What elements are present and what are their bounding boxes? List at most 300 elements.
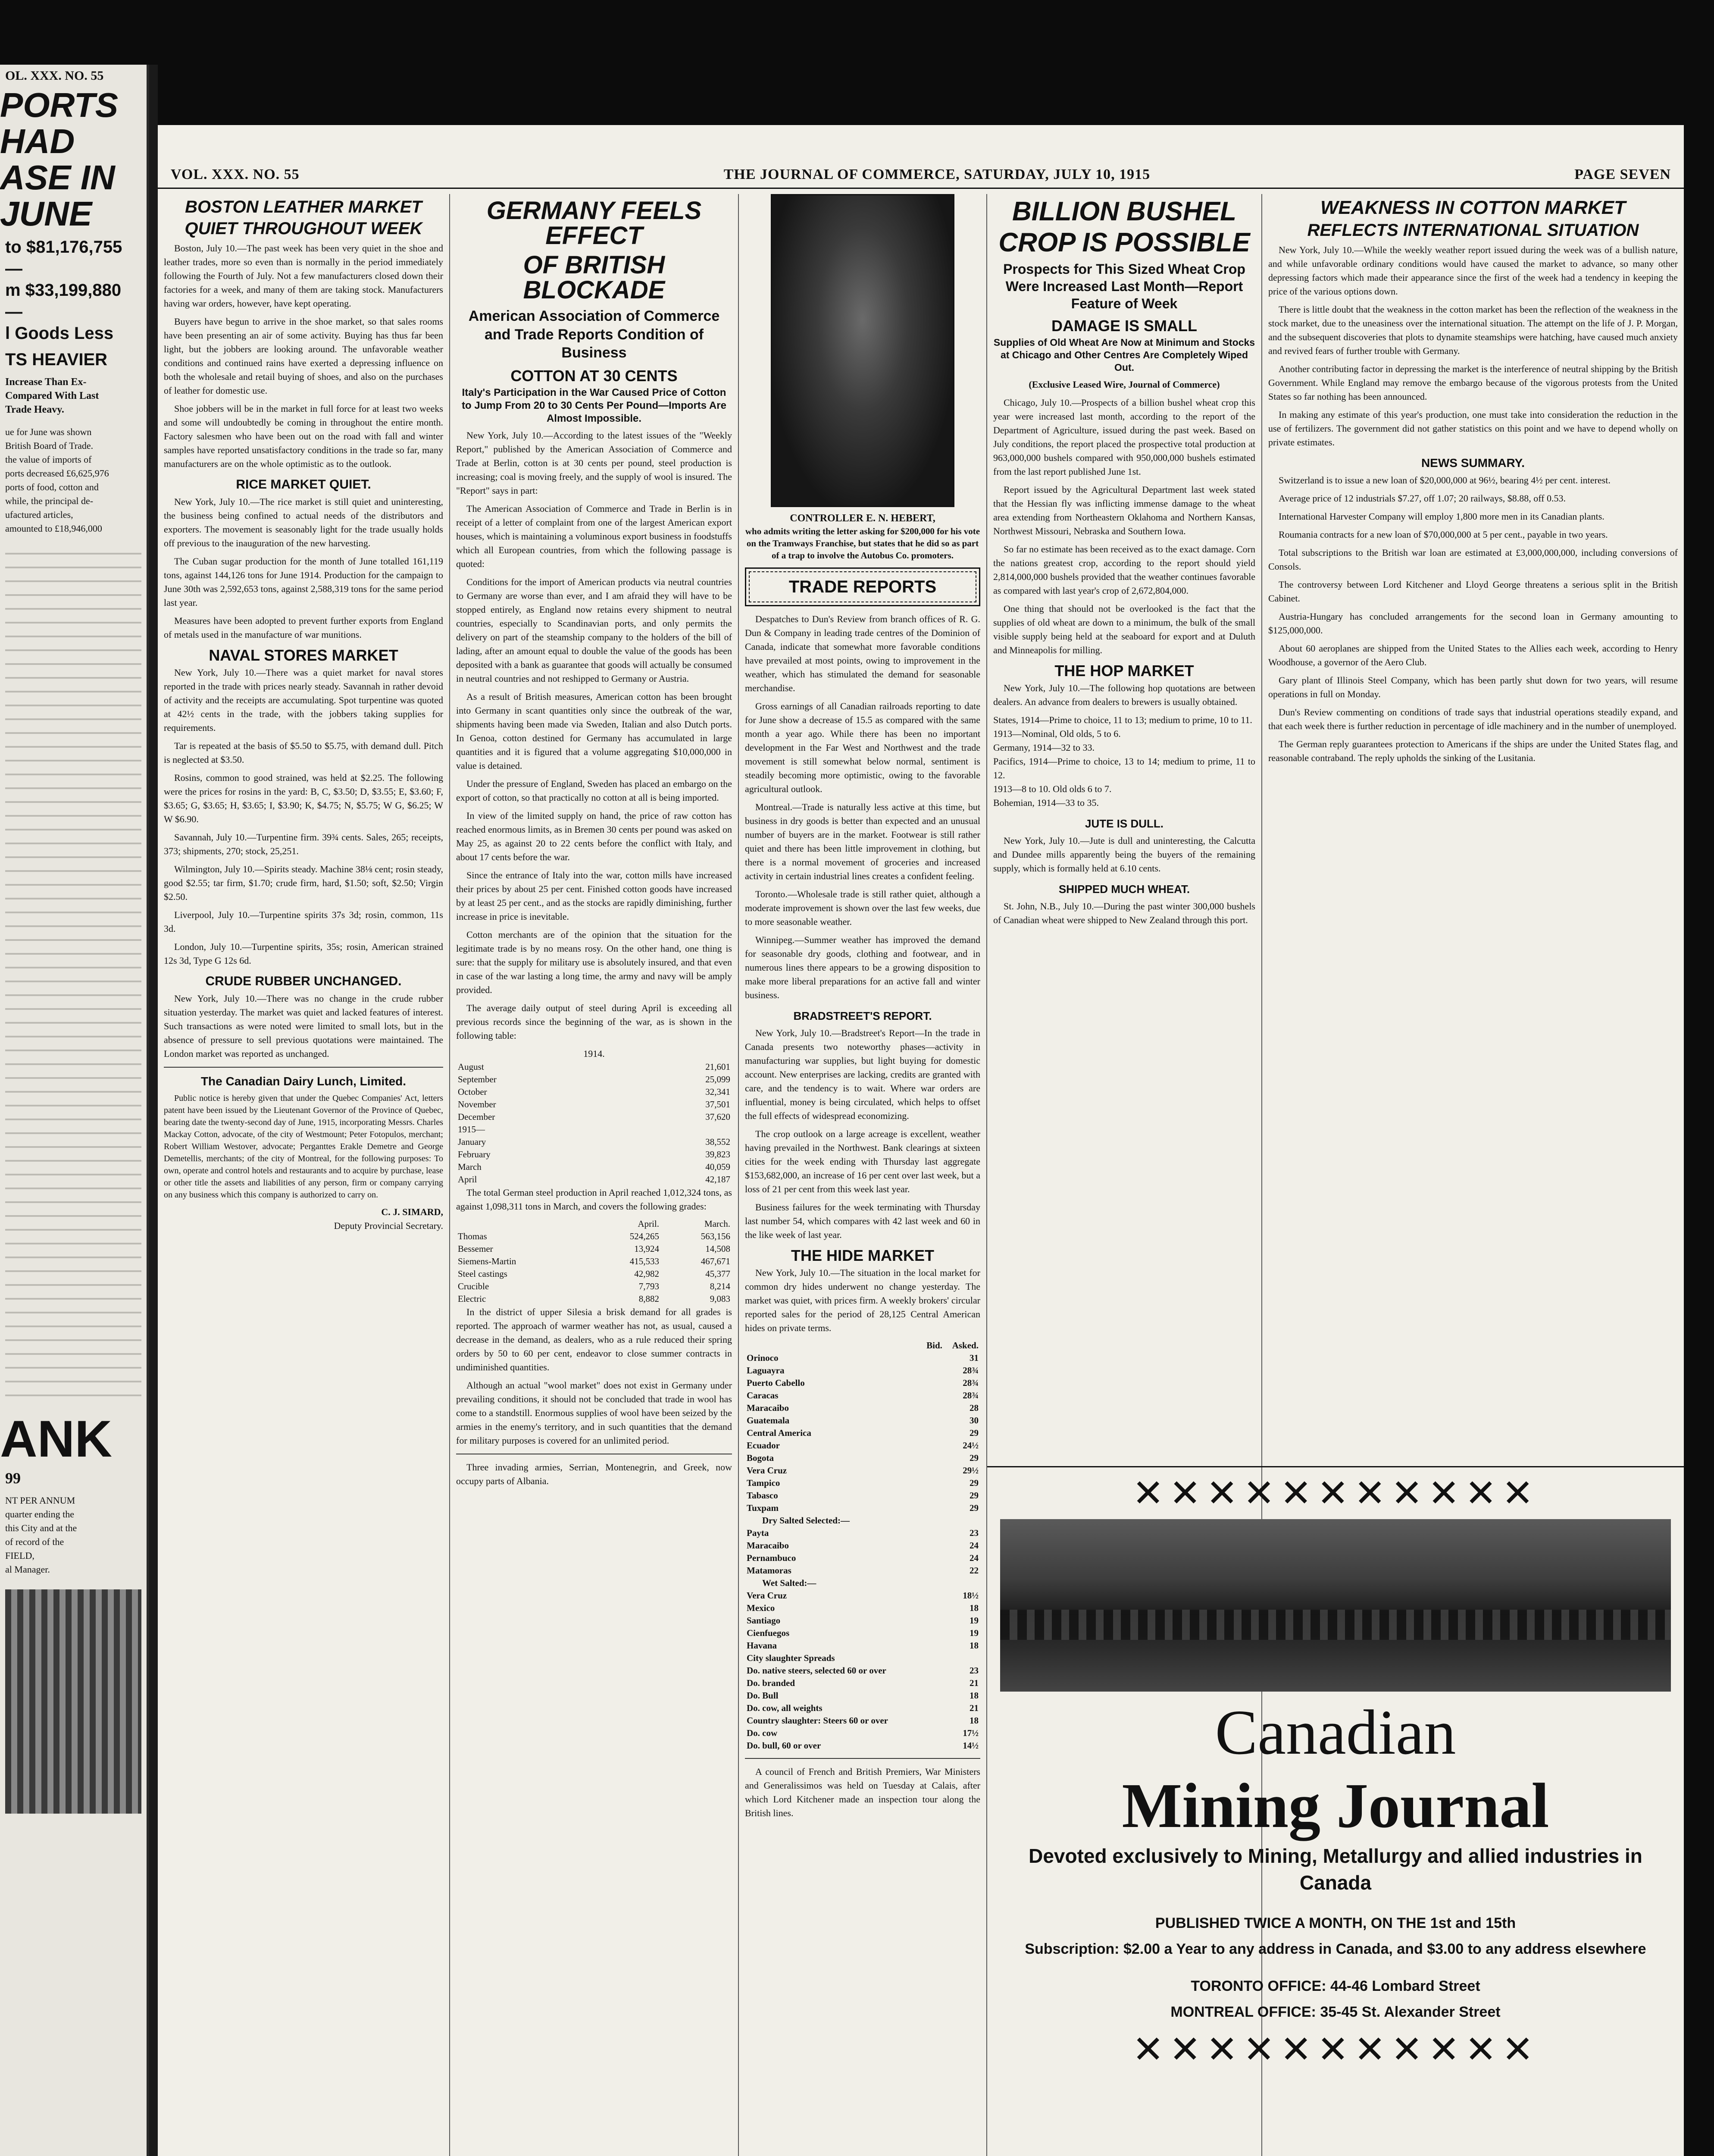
left-headline-1: PORTS HAD (0, 86, 119, 160)
masthead-rule (158, 188, 1684, 189)
notice-signature-title: Deputy Provincial Secretary. (334, 1220, 443, 1231)
table-cell: 24 (970, 1540, 979, 1551)
table-cell: 29 (970, 1428, 979, 1438)
table-row (745, 1552, 980, 1564)
hop-quote: Bohemian, 1914—33 to 35. (993, 797, 1099, 808)
divider (164, 1067, 443, 1068)
table-row (745, 1602, 980, 1614)
hide-paragraph: New York, July 10.—The situation in the local market for common dry hides underwent no change yesterday. The market was quiet, with prices firm. A weekly brokers' circular reported sales for the period of 28,125 Central American hides on private terms. (745, 1267, 980, 1333)
table-cell: 467,671 (701, 1256, 730, 1266)
ad-subscription: Subscription: $2.00 a Year to any address in Canada, and $3.00 to any address elsewhere (1025, 1941, 1646, 1957)
hop-quote: 1913—8 to 10. Old olds 6 to 7. (993, 783, 1112, 795)
sugar-paragraph: The Cuban sugar production for the month of June totalled 161,119 tons, against 144,126 tons for June 1914. Production for the campaign to June 30th was 2,592,653 tons, against 2,588,319 tons for the same period last year. (164, 556, 443, 608)
trade-reports-headline: TRADE REPORTS (749, 571, 976, 602)
news-item: Total subscriptions to the British war loan are estimated at £3,000,000,000, including conversions of Consols. (1268, 547, 1678, 572)
table-cell: Vera Cruz (747, 1590, 787, 1601)
left-sub-2: m $33,199,880 — (5, 281, 122, 321)
hop-quote: Pacifics, 1914—Prime to choice, 13 to 14; medium to prime, 11 to 12. (993, 756, 1255, 781)
naval-paragraph: Wilmington, July 10.—Spirits steady. Machine 38⅛ cent; rosin steady, good $2.55; tar firm, $1.70; crude firm, hard, $1.50; soft, $2.50; Virgin $2.50. (164, 864, 443, 902)
table-cell: 8,882 (638, 1293, 660, 1304)
cotton-subhead: COTTON AT 30 CENTS (510, 367, 678, 385)
leather-paragraph: Boston, July 10.—The past week has been very quiet in the shoe and leather trades, more so even than is normally in the period immediately following the Fourth of July. Not a few manufacturers closed down their factories for a week, and many of them are taking stock. Manufacturers having war orders, however, have kept operating. (164, 243, 443, 309)
table-cell: 45,377 (705, 1268, 730, 1279)
table-cell (921, 1689, 944, 1702)
table-header (745, 1339, 921, 1352)
table-cell (921, 1602, 944, 1614)
table-cell: Do. cow, all weights (747, 1703, 823, 1713)
table-cell: Pernambuco (747, 1553, 796, 1563)
table-cell: 17½ (963, 1728, 979, 1738)
photo-caption-name: CONTROLLER E. N. HEBERT, (790, 513, 935, 524)
table-row (745, 1739, 980, 1752)
table-cell: Steel castings (458, 1268, 507, 1279)
wheat-shipment-paragraph: St. John, N.B., July 10.—During the past winter 300,000 bushels of Canadian wheat were shipped to New Zealand through this port. (993, 901, 1255, 926)
table-cell: Maracaibo (747, 1403, 789, 1413)
left-sub2: TS HEAVIER (5, 350, 108, 369)
table-cell: 14½ (963, 1740, 979, 1751)
wheat-headline-1: BILLION BUSHEL (1012, 197, 1237, 226)
page-number: PAGE SEVEN (1574, 166, 1671, 182)
rice-headline: RICE MARKET QUIET. (236, 477, 371, 492)
table-cell: Siemens-Martin (458, 1256, 516, 1266)
table-cell (921, 1527, 944, 1539)
table-cell: Mexico (747, 1603, 775, 1613)
table-row (745, 1727, 980, 1739)
steel-table-year: 1914. (583, 1048, 605, 1059)
table-cell: 8,214 (710, 1281, 730, 1291)
table-cell: 25,099 (705, 1074, 730, 1084)
article-paragraph: In the district of upper Silesia a brisk demand for all grades is reported. The approach of warmer weather has not, as usual, caused a decrease in the demand, as dealers, who as a rule reduced their spring orders by 50 to 60 per cent, endeavor to close summer contracts in undiminished quantities. (456, 1306, 732, 1373)
table-cell (921, 1552, 944, 1564)
table-row (456, 1243, 732, 1255)
left-line: ufactured articles, (5, 509, 73, 520)
table-row (745, 1414, 980, 1427)
table-row (456, 1098, 732, 1111)
table-cell: 13,924 (634, 1243, 660, 1254)
table-section-row (745, 1514, 980, 1527)
table-cell: 32,341 (705, 1086, 730, 1097)
table-cell: Crucible (458, 1281, 489, 1291)
ornament-row-top: ✕✕✕✕✕✕✕✕✕✕✕ (1132, 1471, 1539, 1515)
table-cell: 37,620 (705, 1111, 730, 1122)
column-2 (450, 194, 738, 2156)
left-page-fragment (0, 65, 149, 2156)
hide-market-headline: THE HIDE MARKET (791, 1247, 934, 1264)
table-row (745, 1614, 980, 1627)
table-cell (921, 1377, 944, 1389)
jute-headline: JUTE IS DULL. (1085, 817, 1164, 830)
table-cell (921, 1489, 944, 1502)
table-cell: Cienfuegos (747, 1628, 790, 1638)
table-cell: 23 (970, 1665, 979, 1676)
table-header: March. (704, 1218, 730, 1229)
table-cell (921, 1714, 944, 1727)
table-row (745, 1689, 980, 1702)
left-bottom-line: quarter ending the (5, 1509, 75, 1520)
left-bottom-headline: ANK (0, 1410, 112, 1468)
table-row (456, 1073, 732, 1086)
table-cell: 42,982 (634, 1268, 660, 1279)
left-building-engraving (5, 1589, 141, 1814)
rubber-headline: CRUDE RUBBER UNCHANGED. (205, 974, 402, 988)
cotton-paragraph: There is little doubt that the weakness in the cotton market has been the reflection of the weakness in the stock market, due to the uneasiness over the international situation. The attempt on the life of J. P. Morgan, and the subsequent discoveries that plots to dynamite steamships were hatching, have caused much anxiety and revived fears of further trouble with Germany. (1268, 304, 1678, 356)
table-cell: 24 (970, 1553, 979, 1563)
table-row (745, 1639, 980, 1652)
table-row (456, 1061, 732, 1073)
table-cell: Bessemer (458, 1243, 493, 1254)
table-cell (921, 1439, 944, 1452)
trade-reports-box (745, 567, 980, 606)
table-cell: 29 (970, 1503, 979, 1513)
germany-deck: American Association of Commerce and Trade Reports Condition of Business (468, 308, 720, 361)
table-cell: Do. bull, 60 or over (747, 1740, 821, 1751)
damage-subdeck: Supplies of Old Wheat Are Now at Minimum and Stocks at Chicago and Other Centres Are Completely Wiped Out. (993, 337, 1255, 373)
table-cell: 31 (970, 1353, 979, 1363)
left-sub3-3: Trade Heavy. (5, 404, 64, 415)
table-row (745, 1527, 980, 1539)
ad-montreal-office: MONTREAL OFFICE: 35-45 St. Alexander Street (1170, 2004, 1501, 2020)
table-cell: 39,823 (705, 1149, 730, 1159)
wheat-paragraph: One thing that should not be overlooked is the fact that the supplies of old wheat are down to a minimum, the bulk of the small visible supply being held at the seaboard for export and at Duluth and Minneapolis for milling. (993, 603, 1255, 656)
metals-paragraph: Measures have been adopted to prevent further exports from England of metals used in the manufacture of war munitions. (164, 615, 443, 640)
left-sub-3: l Goods Less (5, 324, 114, 343)
table-cell: Central America (747, 1428, 811, 1438)
trade-paragraph: Toronto.—Wholesale trade is still rather quiet, although a moderate improvement is shown over the last few weeks, due to more seasonable weather. (745, 889, 980, 927)
table-row (745, 1452, 980, 1464)
table-cell: 29 (970, 1453, 979, 1463)
wheat-paragraph: Report issued by the Agricultural Department last week stated that the Hessian fly was inflicting immense damage to the wheat area extending from Northeastern Oklahoma and Northern Kansas, Northwest Missouri, Nebraska and Southern Iowa. (993, 484, 1255, 537)
left-line: amounted to £18,946,000 (5, 523, 102, 534)
left-line: while, the principal de- (5, 495, 94, 506)
article-paragraph: Although an actual "wool market" does not exist in Germany under prevailing conditions, it should not be concluded that trade in wool has come to a standstill. Enormous supplies of wool have been seized by the armies in the enemy's territory, and in such quantities that the demand for military purposes is covered for an unlimited period. (456, 1379, 732, 1446)
article-paragraph: Cotton merchants are of the opinion that the situation for the legitimate trade is by no means rosy. On the other hand, one thing is sure: that the supply for military use is absolutely insured, and that even in case of the war lasting a long time, the army and navy will be amply provided. (456, 929, 732, 995)
rice-paragraph: New York, July 10.—The rice market is still quiet and uninteresting, the business being confined to actual needs of the distributors and exporters. The movement is seasonably light for the trade usually holds off previous to the inauguration of the new harvesting. (164, 496, 443, 548)
table-row (745, 1564, 980, 1577)
leather-paragraph: Buyers have begun to arrive in the shoe market, so that sales rooms have been presenting an air of some activity. Buying has thus far been light, but the jobbers are looking around. The unfavorable weather conditions and continued rains have exerted a depressing influence on both the wholesale and retail buying of shoes, and also on the purchases of leather for domestic use. (164, 316, 443, 396)
ad-title-2: Mining Journal (1122, 1771, 1549, 1841)
table-cell: 28¾ (963, 1365, 979, 1376)
naval-paragraph: New York, July 10.—There was a quiet market for naval stores reported in the trade with prices nearly steady. Savannah in rather devoid of activity and the receipts are accumulating. Spot turpentine was quoted at 42½ cents in the trade, with the jobbers taking supplies for requirements. (164, 667, 443, 733)
article-paragraph: The American Association of Commerce and Trade in Berlin is in receipt of a letter of complaint from one of the largest American export houses, which is maintaining a voluminous export business in foodstuffs which all European countries, from which the following passage is quoted: (456, 503, 732, 569)
table-cell: Do. native steers, selected 60 or over (747, 1665, 886, 1676)
notice-signature: C. J. SIMARD, (381, 1206, 443, 1217)
table-row (745, 1627, 980, 1639)
table-cell: Tampico (747, 1478, 780, 1488)
table-row (745, 1402, 980, 1414)
wire-credit: (Exclusive Leased Wire, Journal of Commerce) (1029, 379, 1220, 390)
table-cell: March (458, 1161, 482, 1172)
naval-stores-headline: NAVAL STORES MARKET (209, 646, 398, 664)
table-cell: Laguayra (747, 1365, 785, 1376)
table-cell: 42,187 (705, 1174, 730, 1185)
table-cell (921, 1539, 944, 1552)
table-cell: Orinoco (747, 1353, 779, 1363)
table-cell: 415,533 (629, 1256, 660, 1266)
table-cell: 18 (970, 1640, 979, 1651)
table-cell: Caracas (747, 1390, 779, 1401)
table-cell (921, 1464, 944, 1477)
newspaper-page (158, 125, 1684, 2156)
table-row (745, 1702, 980, 1714)
page-gutter (149, 65, 158, 2156)
table-cell: 18½ (963, 1590, 979, 1601)
dairy-lunch-headline: The Canadian Dairy Lunch, Limited. (200, 1075, 407, 1088)
cotton-paragraph: Another contributing factor in depressing the market is the interference of neutral shipping by the British Government. While England may remove the embargo because of the vigorous protests from the United States so far nothing has been announced. (1268, 364, 1678, 402)
table-header (456, 1218, 590, 1230)
table-cell: 21,601 (705, 1061, 730, 1072)
table-section-label: Wet Salted:— (762, 1578, 816, 1588)
table-cell (921, 1627, 944, 1639)
news-item: Dun's Review commenting on conditions of trade says that industrial operations steadily expand, and that each week there is further reduction in percentage of idle machinery and in the number of unemployed. (1268, 707, 1678, 731)
table-cell (921, 1614, 944, 1627)
news-item: Average price of 12 industrials $7.27, off 1.07; 20 railways, $8.88, off 0.53. (1279, 493, 1566, 504)
article-paragraph: The total German steel production in April reached 1,012,324 tons, as against 1,098,311 tons in March, and covers the following grades: (456, 1187, 732, 1212)
wheat-paragraph: Chicago, July 10.—Prospects of a billion bushel wheat crop this year were increased last month, according to the report of the Department of Agriculture, issued during the past week. Based on July conditions, the report placed the prospective total production at 963,000,000 bushels compared with 950,000,000 bushels estimated from the last report published June 1st. (993, 397, 1255, 477)
wheat-paragraph: So far no estimate has been received as to the exact damage. Corn the nations greatest crop, according to the report should yield 2,814,000,000 bushels provided that the weather continues favorable as compared with last year's crop of 2,672,804,000. (993, 544, 1255, 596)
divider (745, 1758, 980, 1759)
naval-paragraph: London, July 10.—Turpentine spirits, 35s; rosin, American strained 12s 3d, Type G 12s 6d. (164, 941, 443, 966)
leather-headline-2: QUIET THROUGHOUT WEEK (185, 219, 422, 238)
table-row (456, 1293, 732, 1305)
table-cell: 19 (970, 1615, 979, 1626)
bradstreet-paragraph: The crop outlook on a large acreage is excellent, weather having prevailed in the Northwest. Bank clearings at sixteen cities for the week ending with Thursday last aggregate $153,682,000, an increase of 16 per cent over last week, but a loss of 21 per cent from this week last year. (745, 1128, 980, 1194)
table-cell (921, 1727, 944, 1739)
table-cell: Do. cow (747, 1728, 778, 1738)
table-cell: Tabasco (747, 1490, 778, 1501)
article-paragraph: Conditions for the import of American products via neutral countries to Germany are worse than ever, and I am afraid they will have to be stopped entirely, as England now retains every shipment to neutral countries, especially to Scandinavian ports, and only permits the delivery on part of the steamship company to the holders of the bill of lading, after an amount equal to double the value of the goods has been deposited with a bank as guarantee that goods will actually be consumed in neutral countries and not reshipped to Germany or Austria. (456, 576, 732, 684)
ad-tagline: Devoted exclusively to Mining, Metallurgy and allied industries in Canada (1029, 1845, 1642, 1894)
table-row (456, 1268, 732, 1280)
steel-grades-table (456, 1218, 732, 1305)
table-row (745, 1539, 980, 1552)
table-cell: Do. Bull (747, 1690, 779, 1701)
column-3 (739, 194, 986, 2156)
newspaper-title: THE JOURNAL OF COMMERCE, SATURDAY, JULY 10, 1915 (723, 166, 1151, 182)
article-paragraph: Under the pressure of England, Sweden has placed an embargo on the export of cotton, so that practically no cotton at all is being imported. (456, 778, 732, 803)
damage-subhead: DAMAGE IS SMALL (1051, 317, 1197, 335)
naval-paragraph: Savannah, July 10.—Turpentine firm. 39¾ cents. Sales, 265; receipts, 373; shipments, 270; stock, 25,251. (164, 832, 443, 856)
table-cell: Bogota (747, 1453, 774, 1463)
leather-paragraph: Shoe jobbers will be in the market in full force for at least two weeks and some will undoubtedly be coming in throughout the entire month. Factory salesmen who have been out on the road with fall and winter samples have reported unsatisfactory conditions in the trade so far, many manufacturers are on the whole optimistic as to the outlook. (164, 403, 443, 469)
news-item: The controversy between Lord Kitchener and Lloyd George threatens a serious split in the British Cabinet. (1268, 579, 1678, 604)
hop-quote: Germany, 1914—32 to 33. (993, 742, 1095, 753)
table-cell: 29 (970, 1478, 979, 1488)
table-cell: Ecuador (747, 1440, 780, 1451)
left-bottom-line: of record of the (5, 1536, 64, 1547)
hop-quote: States, 1914—Prime to choice, 11 to 13; medium to prime, 10 to 11. (993, 714, 1252, 726)
table-row (745, 1677, 980, 1689)
table-cell (921, 1414, 944, 1427)
ad-title-1: Canadian (1215, 1697, 1456, 1768)
dairy-lunch-notice: Public notice is hereby given that under the Quebec Companies' Act, letters patent have been issued by the Lieutenant Governor of the Province of Quebec, bearing date the twenty-second day of June, 1915, incorporating Messrs. Charles Mackay Cotton, advocate, of the city of Westmount; Peter Fotopulos, merchant; Robert William Westover, advocate; Perganttes Erakle Demetre and George Demetellis, merchants; of the city of Montreal, for the following purposes: To own, operate and control hotels and restaurants and to acquire by purchase, lease or other title the assets and liabilities of any person, firm or company carrying on any business which this company is authorized to carry on. (164, 1094, 443, 1200)
left-line: British Board of Trade. (5, 440, 94, 451)
leather-headline-1: BOSTON LEATHER MARKET (185, 197, 422, 216)
table-row (456, 1148, 732, 1161)
table-cell: Electric (458, 1293, 486, 1304)
steel-output-table (456, 1061, 732, 1186)
table-row (456, 1136, 732, 1148)
calais-note: A council of French and British Premiers, War Ministers and Generalissimos was held on Tuesday at Calais, after which Lord Kitchener made an inspection tour along the British lines. (745, 1766, 980, 1818)
mining-journal-advertisement (987, 1466, 1684, 2156)
hide-prices-table (745, 1339, 980, 1752)
left-line: ue for June was shown (5, 426, 92, 437)
table-cell: Maracaibo (747, 1540, 789, 1551)
article-paragraph: New York, July 10.—According to the latest issues of the "Weekly Report," published by the American Association of Commerce and Trade at Berlin, cotton is at 30 cents per pound, steel production is increasing; coal is moving freely, and the supply of wool is insured. The "Report" says in part: (456, 429, 732, 496)
article-paragraph: In view of the limited supply on hand, the price of raw cotton has reached enormous limits, as in Bremen 30 cents per pound was asked on May 25, as against 20 to 22 cents before the conflict with Italy, and about 17 cents before the war. (456, 810, 732, 862)
news-item: About 60 aeroplanes are shipped from the United States to the Allies each week, according to Henry Woodhouse, a governor of the Aero Club. (1268, 643, 1678, 667)
portrait-photo (771, 194, 954, 507)
germany-headline-2: OF BRITISH BLOCKADE (523, 251, 665, 304)
cotton-subdeck: Italy's Participation in the War Caused Price of Cotton to Jump From 20 to 30 Cents Per Pound—Imports Are Almost Impossible. (462, 386, 726, 424)
table-header: April. (638, 1218, 660, 1229)
table-section-label: City slaughter Spreads (747, 1653, 835, 1663)
ad-publication-schedule: PUBLISHED TWICE A MONTH, ON THE 1st and 15th (1155, 1915, 1516, 1931)
table-cell: 19 (970, 1628, 979, 1638)
table-cell: 1915— (458, 1124, 485, 1134)
left-line: ports decreased £6,625,976 (5, 468, 109, 479)
table-cell: 23 (970, 1528, 979, 1538)
table-row (745, 1439, 980, 1452)
naval-paragraph: Rosins, common to good strained, was held at $2.25. The following were the prices for rosins in the yard: B, C, $3.50; D, $3.55; E, $3.60; F, $3.65; G, $3.65; H, $3.65; I, $3.90; K, $4.75; N, $5.75; W G, $6.25; W W $6.90. (164, 772, 443, 824)
table-cell: Havana (747, 1640, 777, 1651)
column-1 (158, 194, 449, 2156)
table-section-row (745, 1577, 980, 1589)
left-line: ports of food, cotton and (5, 482, 99, 492)
table-cell (921, 1427, 944, 1439)
table-cell: 9,083 (710, 1293, 730, 1304)
table-cell: Guatemala (747, 1415, 790, 1426)
table-cell (921, 1402, 944, 1414)
left-sub-1: to $81,176,755 — (5, 238, 122, 278)
table-cell: Country slaughter: Steers 60 or over (747, 1715, 888, 1726)
news-item: Roumania contracts for a new loan of $70,000,000 at 5 per cent., payable in two years. (1279, 529, 1608, 540)
table-row (745, 1589, 980, 1602)
table-cell (921, 1589, 944, 1602)
left-bottom-line: this City and at the (5, 1523, 77, 1533)
bradstreet-headline: BRADSTREET'S REPORT. (793, 1009, 932, 1022)
table-cell: Do. branded (747, 1678, 795, 1688)
table-cell (921, 1389, 944, 1402)
table-section-label: Dry Salted Selected:— (762, 1515, 850, 1526)
left-bottom-line: al Manager. (5, 1564, 50, 1575)
table-header-row (745, 1339, 980, 1352)
table-row (456, 1161, 732, 1173)
table-header: Bid. (926, 1340, 942, 1351)
wheat-headline-2: CROP IS POSSIBLE (998, 228, 1250, 257)
cotton-paragraph: New York, July 10.—While the weekly weather report issued during the week was of a bullish nature, and while unfavorable ordinary conditions would have caused the market to advance, so many other depressing factors which made their appearance since the first of the week had a tendency in keeping the price of the various options down. (1268, 244, 1678, 297)
bradstreet-paragraph: Business failures for the week terminating with Thursday last number 54, which compares with 42 last week and 60 in the like week of last year. (745, 1202, 980, 1240)
table-cell: September (458, 1074, 497, 1084)
rubber-paragraph: New York, July 10.—There was no change in the crude rubber situation yesterday. The market was quiet and lacked features of interest. Such transactions as were noted were limited to small lots, but in the absence of pressure to sell previous quotations were maintained. The London market was reported as unchanged. (164, 993, 443, 1059)
table-cell (921, 1677, 944, 1689)
table-cell: February (458, 1149, 491, 1159)
table-row (745, 1464, 980, 1477)
table-cell: Vera Cruz (747, 1465, 787, 1476)
table-row (745, 1389, 980, 1402)
table-row (745, 1664, 980, 1677)
article-paragraph: Since the entrance of Italy into the war, cotton mills have increased their prices by about 25 per cent. Finished cotton goods have increased by at least 25 per cent., and as the stocks are rapidly diminishing, further increase in price is inevitable. (456, 869, 732, 922)
table-row (745, 1477, 980, 1489)
table-cell: 524,265 (629, 1231, 660, 1241)
table-row (745, 1364, 980, 1377)
bradstreet-paragraph: New York, July 10.—Bradstreet's Report—In the trade in Canada presents two noteworthy phases—activity in manufacturing war supplies, but light buying for domestic account. New enterprises are lacking, credits are granted with care, and the tendency is to wait. Where war orders are influential, money is being circulated, which helps to offset the full effects of widespread economizing. (745, 1028, 980, 1121)
table-row (745, 1377, 980, 1389)
table-cell: November (458, 1099, 496, 1109)
table-row (456, 1230, 732, 1243)
table-cell: 21 (970, 1703, 979, 1713)
table-cell: 563,156 (701, 1231, 730, 1241)
table-cell: Santiago (747, 1615, 781, 1626)
table-cell: 29½ (963, 1465, 979, 1476)
table-cell (921, 1639, 944, 1652)
hop-paragraph: New York, July 10.—The following hop quotations are between dealers. An advance from dealers to brewers is usually obtained. (993, 683, 1255, 708)
left-bottom-line: FIELD, (5, 1550, 34, 1561)
table-cell: 30 (970, 1415, 979, 1426)
table-row (745, 1489, 980, 1502)
table-cell: 40,059 (705, 1161, 730, 1172)
table-cell: Payta (747, 1528, 769, 1538)
table-cell: Thomas (458, 1231, 487, 1241)
table-cell: 18 (970, 1715, 979, 1726)
trade-paragraph: Montreal.—Trade is naturally less active at this time, but business in dry goods is better than expected and an unusual number of buyers are in the market. Footwear is still rather quiet and there has been little improvement in clothing, but there is a normal movement of groceries and increased activity in certain industrial lines creates a confident feeling. (745, 802, 980, 881)
table-cell: 7,793 (638, 1281, 660, 1291)
table-row (456, 1280, 732, 1293)
table-cell: 21 (970, 1678, 979, 1688)
table-cell: 24½ (963, 1440, 979, 1451)
table-cell (921, 1352, 944, 1364)
table-cell (921, 1502, 944, 1514)
table-row (456, 1111, 732, 1123)
table-cell: 38,552 (705, 1136, 730, 1147)
table-cell: August (458, 1061, 484, 1072)
table-row (456, 1123, 732, 1136)
cotton-weakness-headline-2: REFLECTS INTERNATIONAL SITUATION (1307, 221, 1639, 240)
table-cell: 18 (970, 1603, 979, 1613)
table-cell: April (458, 1174, 477, 1185)
table-cell (921, 1452, 944, 1464)
table-cell: January (458, 1136, 486, 1147)
photo-caption: who admits writing the letter asking for $200,000 for his vote on the Tramways Franchise, but states that he did so as part of a trap to involve the Autobus Co. promoters. (745, 526, 980, 561)
table-cell: December (458, 1111, 495, 1122)
news-item: The German reply guarantees protection to Americans if the ships are under the United States flag, and reasonable contraband. The reply upholds the sinking of the Lusitania. (1268, 739, 1678, 763)
cotton-weakness-headline-1: WEAKNESS IN COTTON MARKET (1320, 197, 1626, 218)
wheat-shipment-headline: SHIPPED MUCH WHEAT. (1058, 883, 1190, 896)
volume-number: VOL. XXX. NO. 55 (171, 166, 300, 182)
left-sub3-1: Increase Than Ex- (5, 376, 87, 388)
left-page-text-block (5, 544, 141, 1407)
masthead (158, 164, 1684, 185)
table-cell (921, 1739, 944, 1752)
table-cell: 28¾ (963, 1378, 979, 1388)
left-headline-2: ASE IN JUNE (0, 158, 115, 233)
table-cell: Matamoras (747, 1565, 791, 1576)
ad-toronto-office: TORONTO OFFICE: 44-46 Lombard Street (1191, 1978, 1480, 1994)
table-row (745, 1714, 980, 1727)
news-item: Austria-Hungary has concluded arrangements for the second loan in Germany amounting to $125,000,000. (1268, 611, 1678, 636)
naval-paragraph: Tar is repeated at the basis of $5.50 to $5.75, with demand dull. Pitch is neglected at $3.50. (164, 740, 443, 765)
table-cell: October (458, 1086, 487, 1097)
table-cell: 37,501 (705, 1099, 730, 1109)
table-cell: 28 (970, 1403, 979, 1413)
jute-paragraph: New York, July 10.—Jute is dull and uninteresting, the Calcutta and Dundee mills apparently being the buyers of the remaining supply, which is formally held at 6.10 cents. (993, 835, 1255, 874)
left-bottom-number: 99 (5, 1470, 21, 1487)
mining-plant-photo (1000, 1519, 1671, 1692)
table-cell (921, 1702, 944, 1714)
table-cell: Puerto Cabello (747, 1378, 805, 1388)
news-summary-headline: NEWS SUMMARY. (1421, 456, 1525, 470)
article-paragraph: The average daily output of steel during April is exceeding all previous records since the beginning of the war, as is shown in the following table: (456, 1002, 732, 1041)
trade-paragraph: Despatches to Dun's Review from branch offices of R. G. Dun & Company in leading trade centres of the Dominion of Canada, indicate that somewhat more favorable conditions have prevailed at most points, owing to improvement in the weather, which has stimulated the demand for seasonable merchandise. (745, 614, 980, 693)
